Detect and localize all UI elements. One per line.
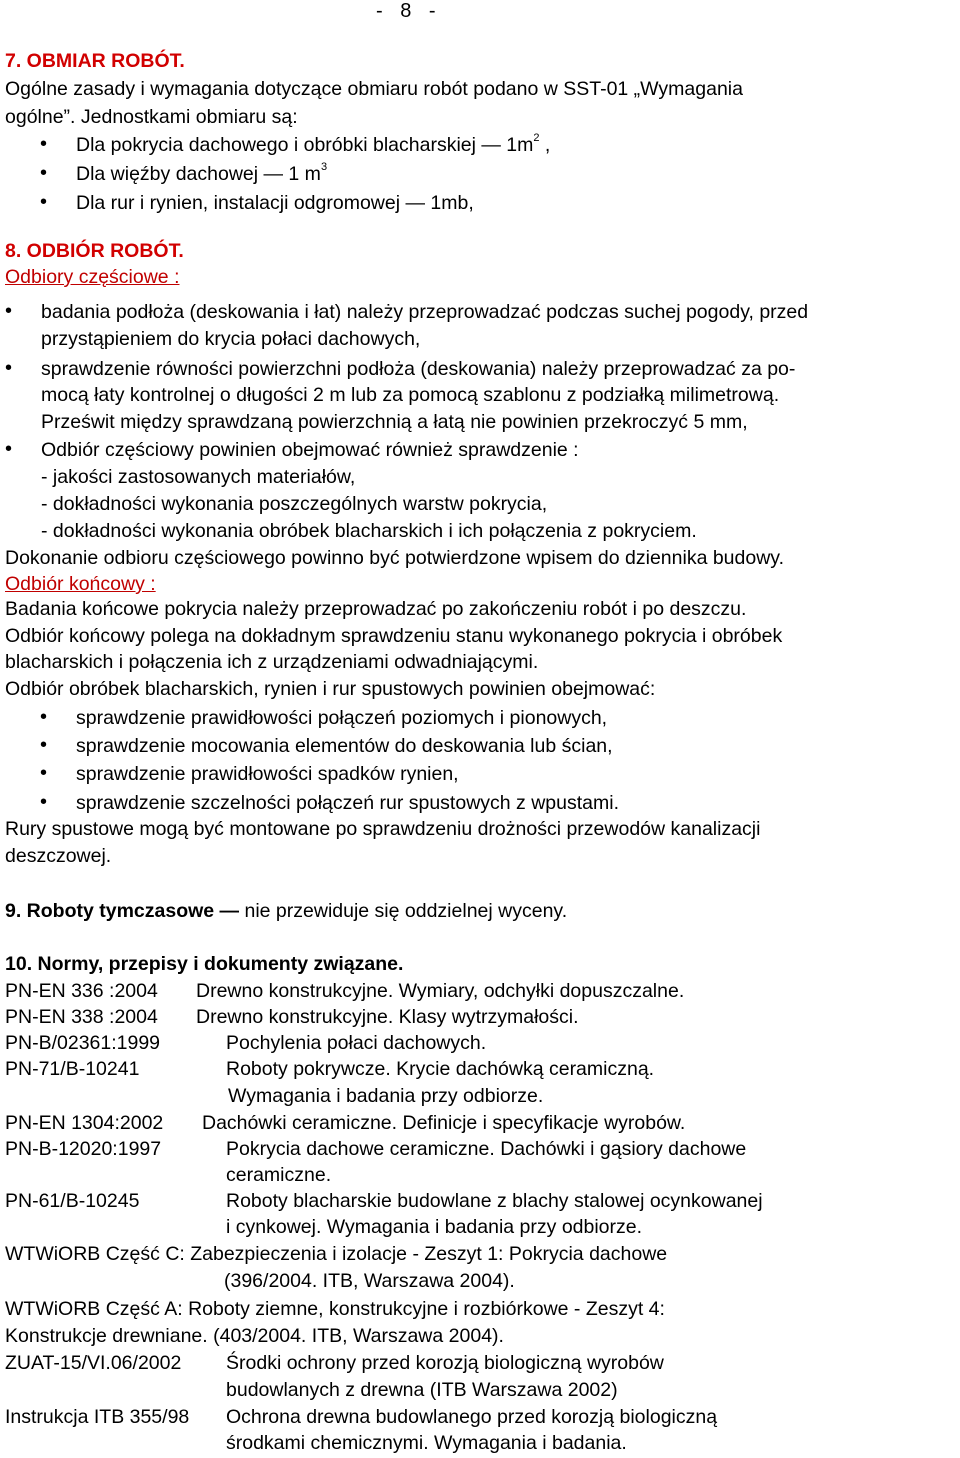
bullet-icon: • <box>5 357 13 379</box>
bullet-icon: • <box>5 438 13 460</box>
partial-acceptance-heading-text: Odbiory częściowe : <box>5 266 180 288</box>
final-acceptance-heading <box>5 573 948 596</box>
dash-item: - jakości zastosowanych materiałów, <box>41 466 356 488</box>
check-line: badania podłoża (deskowania i łat) należy przeprowadzać podczas suchej pogody, przed <box>41 301 809 323</box>
norm-description-continued: środkami chemicznymi. Wymagania i badania. <box>226 1432 627 1454</box>
norm-code: ZUAT-15/VI.06/2002 <box>5 1352 182 1374</box>
unit-item-suffix: , <box>539 134 551 156</box>
flashing-check: sprawdzenie szczelności połączeń rur spustowych z wpustami. <box>76 792 619 814</box>
section-8-title: 8. ODBIÓR ROBÓT. <box>5 240 184 262</box>
section-7-title: 7. OBMIAR ROBÓT. <box>5 50 185 72</box>
bullet-icon: • <box>40 791 48 813</box>
final-paragraph: Badania końcowe pokrycia należy przeprowadzać po zakończeniu robót i po deszczu. <box>5 598 747 620</box>
flashing-check: sprawdzenie prawidłowości spadków rynien, <box>76 763 459 785</box>
section-10-title: 10. Normy, przepisy i dokumenty związane. <box>5 953 404 975</box>
bullet-icon: • <box>40 734 48 756</box>
section-7-paragraph-line-2: ogólne”. Jednostkami obmiaru są: <box>5 106 298 128</box>
norm-description-continued: i cynkowej. Wymagania i badania przy odbiorze. <box>226 1216 643 1238</box>
page-number: - 8 - <box>376 0 442 22</box>
dash-item: - dokładności wykonania poszczególnych warstw pokrycia, <box>41 493 548 515</box>
norm-code: PN-71/B-10241 <box>5 1058 140 1080</box>
bullet-icon: • <box>40 706 48 728</box>
norm-description: Dachówki ceramiczne. Definicje i specyfikacje wyrobów. <box>202 1112 686 1134</box>
final-acceptance-heading-text: Odbiór końcowy : <box>5 573 156 595</box>
unit-item: Dla rur i rynien, instalacji odgromowej — 1mb, <box>76 192 474 214</box>
check-line: przystąpieniem do krycia połaci dachowych, <box>41 328 421 350</box>
bullet-icon: • <box>5 300 13 322</box>
norm-description: Roboty pokrywcze. Krycie dachówką ceramiczną. <box>226 1058 655 1080</box>
section-9-title: 9. Roboty tymczasowe <box>5 900 215 922</box>
check-line: mocą łaty kontrolnej o długości 2 m lub za pomocą szablonu z podziałką milimetrową. <box>41 384 780 406</box>
norm-description: Drewno konstrukcyjne. Wymiary, odchyłki dopuszczalne. <box>196 980 685 1002</box>
wtwiorb-a-line-continued: Konstrukcje drewniane. (403/2004. ITB, Warszawa 2004). <box>5 1325 504 1347</box>
norm-code: PN-EN 336 :2004 <box>5 980 158 1002</box>
final-paragraph: Odbiór obróbek blacharskich, rynien i rur spustowych powinien obejmować: <box>5 678 656 700</box>
norm-description: Pokrycia dachowe ceramiczne. Dachówki i gąsiory dachowe <box>226 1138 747 1160</box>
unit-superscript: 2 <box>533 132 540 144</box>
final-paragraph: blacharskich i połączenia ich z urządzeniami odwadniającymi. <box>5 651 539 673</box>
norm-code: PN-B-12020:1997 <box>5 1138 162 1160</box>
bullet-icon: • <box>40 762 48 784</box>
unit-superscript: 3 <box>320 161 328 173</box>
section-9-dash: — <box>214 900 245 922</box>
check-line: Prześwit między sprawdzaną powierzchnią a łatą nie powinien przekroczyć 5 mm, <box>41 411 748 433</box>
check-line: sprawdzenie równości powierzchni podłoża (deskowania) należy przeprowadzać za po- <box>41 358 796 380</box>
wtwiorb-a-line: WTWiORB Część A: Roboty ziemne, konstrukcyjne i rozbiórkowe - Zeszyt 4: <box>5 1298 665 1320</box>
norm-code: Instrukcja ITB 355/98 <box>5 1406 190 1428</box>
downpipe-paragraph: deszczowej. <box>5 845 112 867</box>
section-9-text: nie przewiduje się oddzielnej wyceny. <box>244 900 568 922</box>
norm-description: Środki ochrony przed korozją biologiczną wyrobów <box>226 1352 664 1374</box>
norm-code: PN-B/02361:1999 <box>5 1032 161 1054</box>
section-7-paragraph-line-1: Ogólne zasady i wymagania dotyczące obmiaru robót podano w SST-01 „Wymagania <box>5 78 743 100</box>
norm-code: PN-61/B-10245 <box>5 1190 140 1212</box>
norm-description: Drewno konstrukcyjne. Klasy wytrzymałości. <box>196 1006 579 1028</box>
unit-item <box>76 163 948 186</box>
flashing-check: sprawdzenie prawidłowości połączeń poziomych i pionowych, <box>76 707 608 729</box>
confirmation-line: Dokonanie odbioru częściowego powinno być potwierdzone wpisem do dziennika budowy. <box>5 547 785 569</box>
dash-item: - dokładności wykonania obróbek blacharskich i ich połączenia z pokryciem. <box>41 520 697 542</box>
unit-item-text: Dla pokrycia dachowego i obróbki blacharskiej — 1m <box>76 134 534 156</box>
norm-description: Ochrona drewna budowlanego przed korozją biologiczną <box>226 1406 718 1428</box>
norm-description: Roboty blacharskie budowlane z blachy stalowej ocynkowanej <box>226 1190 763 1212</box>
downpipe-paragraph: Rury spustowe mogą być montowane po sprawdzeniu drożności przewodów kanalizacji <box>5 818 761 840</box>
bullet-icon: • <box>40 162 48 184</box>
wtwiorb-c-line: WTWiORB Część C: Zabezpieczenia i izolacje - Zeszyt 1: Pokrycia dachowe <box>5 1243 668 1265</box>
check-line: Odbiór częściowy powinien obejmować również sprawdzenie : <box>41 439 579 461</box>
flashing-check: sprawdzenie mocowania elementów do deskowania lub ścian, <box>76 735 613 757</box>
bullet-icon: • <box>40 191 48 213</box>
unit-item-text: Dla więźby dachowej — 1 m <box>76 163 321 185</box>
norm-code: PN-EN 338 :2004 <box>5 1006 158 1028</box>
norm-description: Pochylenia połaci dachowych. <box>226 1032 487 1054</box>
section-9 <box>5 900 948 923</box>
unit-item <box>76 134 948 157</box>
norm-description-continued: ceramiczne. <box>226 1164 332 1186</box>
wtwiorb-c-line-continued: (396/2004. ITB, Warszawa 2004). <box>224 1270 515 1292</box>
bullet-icon: • <box>40 133 48 155</box>
partial-acceptance-heading <box>5 266 948 289</box>
norm-description-continued: Wymagania i badania przy odbiorze. <box>228 1085 544 1107</box>
final-paragraph: Odbiór końcowy polega na dokładnym sprawdzeniu stanu wykonanego pokrycia i obróbek <box>5 625 783 647</box>
norm-description-continued: budowlanych z drewna (ITB Warszawa 2002) <box>226 1379 618 1401</box>
norm-code: PN-EN 1304:2002 <box>5 1112 164 1134</box>
